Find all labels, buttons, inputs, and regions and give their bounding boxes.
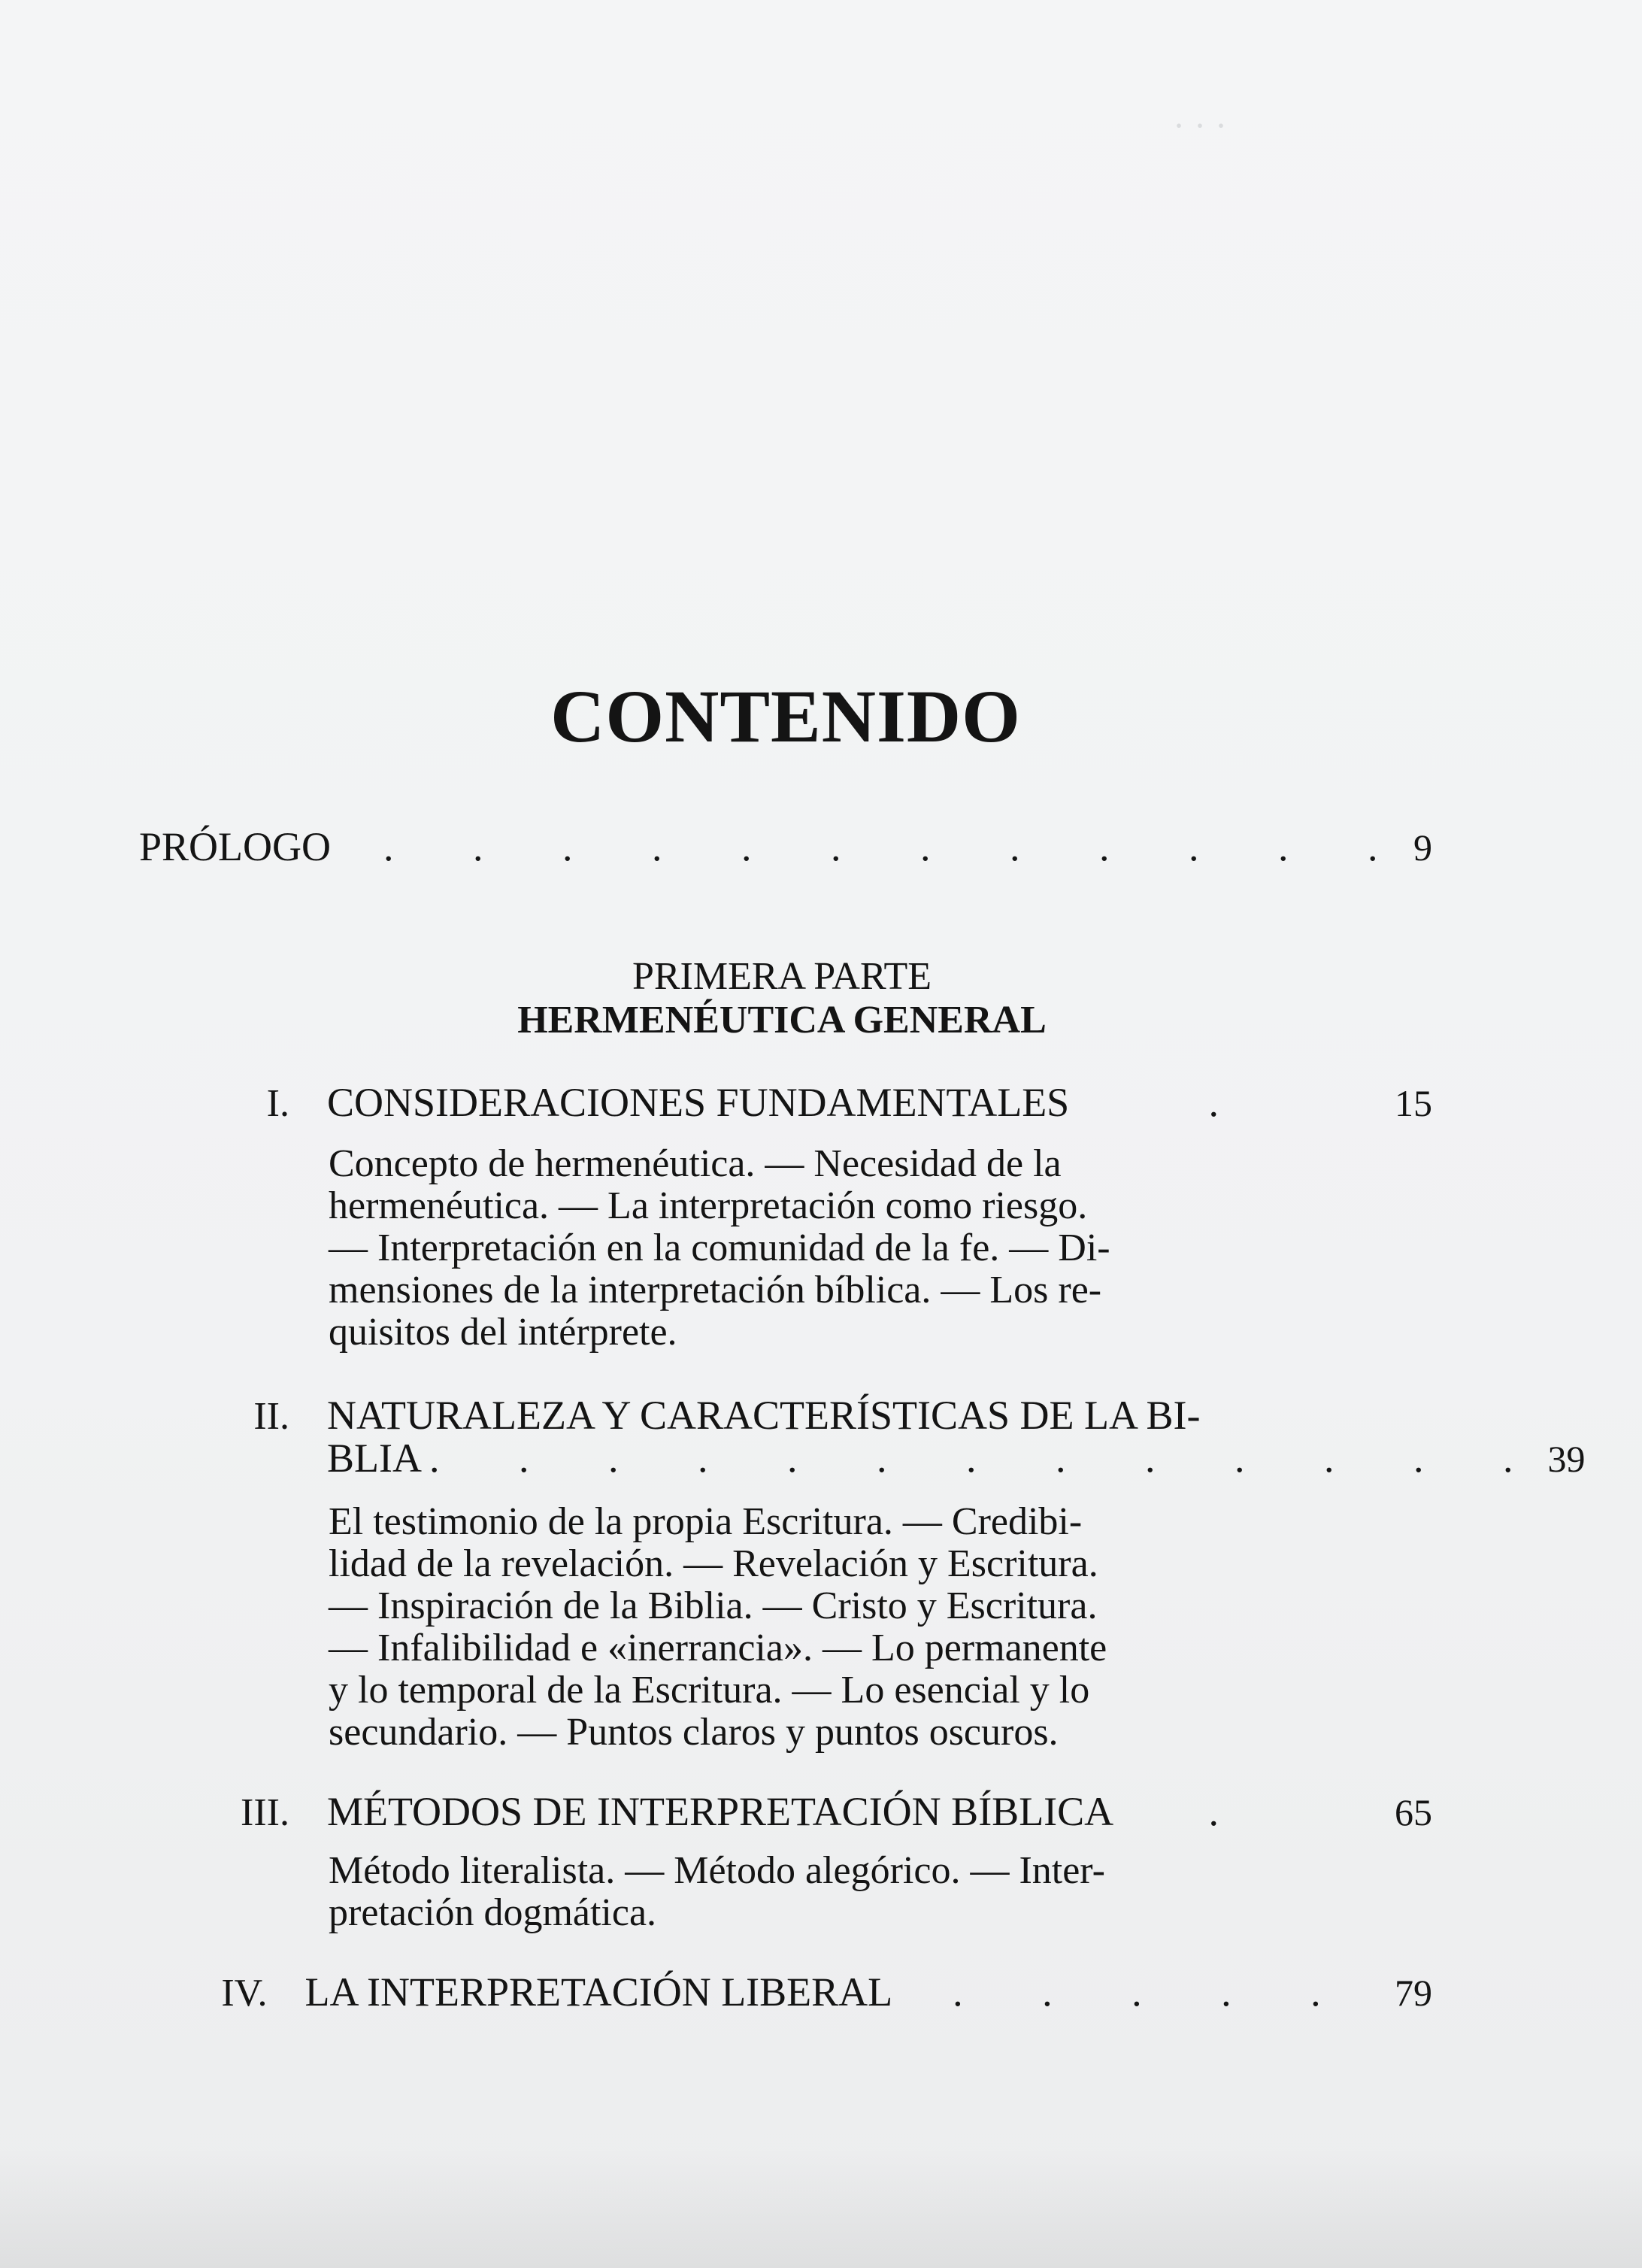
summary-line: hermenéutica. — La interpretación como riesgo. <box>329 1184 1088 1227</box>
page-number: 65 <box>1395 1791 1432 1833</box>
toc-entry-chapter-2-continued <box>327 1436 1586 1481</box>
summary-line: Concepto de hermenéutica. — Necesidad de la <box>329 1142 1062 1185</box>
chapter-numeral: IV. <box>221 1972 268 2015</box>
toc-entry-chapter-3 <box>139 1790 1432 1835</box>
chapter-title: CONSIDERACIONES FUNDAMENTALES <box>327 1080 1070 1125</box>
toc-entry-chapter-4 <box>139 1970 1432 2015</box>
chapter-numeral: I. <box>266 1082 289 1125</box>
summary-line: y lo temporal de la Escritura. — Lo esencial y lo <box>329 1669 1090 1712</box>
toc-entry-label: PRÓLOGO <box>139 824 332 869</box>
summary-line: Método literalista. — Método alegórico. — Inter- <box>329 1849 1105 1892</box>
leader-dots: . . . . . . . . . . . . . <box>429 1436 1548 1481</box>
summary-line: secundario. — Puntos claros y puntos oscuros. <box>329 1711 1059 1754</box>
chapter-numeral: III. <box>241 1791 289 1834</box>
chapter-2-summary <box>329 1501 1295 1754</box>
chapter-numeral: II. <box>253 1395 289 1438</box>
chapter-3-summary <box>329 1850 1295 1934</box>
chapter-title: LA INTERPRETACIÓN LIBERAL <box>304 1969 893 2015</box>
chapter-title-continued: BLIA <box>327 1436 422 1481</box>
summary-line: — Inspiración de la Biblia. — Cristo y Escritura. <box>329 1584 1098 1627</box>
show-through-text: · · · <box>1173 106 1227 146</box>
chapter-title: MÉTODOS DE INTERPRETACIÓN BÍBLICA <box>327 1789 1114 1834</box>
page-number: 79 <box>1395 1972 1432 2014</box>
part-name: HERMENÉUTICA GENERAL <box>517 999 1047 1042</box>
chapter-1-summary <box>329 1143 1295 1354</box>
part-number: PRIMERA PARTE <box>632 955 932 998</box>
page-title: CONTENIDO <box>550 675 1021 758</box>
summary-line: mensiones de la interpretación bíblica. — Los re- <box>329 1269 1102 1311</box>
chapter-title: NATURALEZA Y CARACTERÍSTICAS DE LA BI- <box>327 1393 1201 1438</box>
leader-dots: . . . . . . . . . . . . <box>383 824 1413 869</box>
page-number: 39 <box>1547 1438 1586 1480</box>
leader-dots: . <box>1208 1789 1259 1834</box>
summary-line: — Interpretación en la comunidad de la fe. — Di- <box>329 1226 1110 1269</box>
summary-line: quisitos del intérprete. <box>329 1311 677 1354</box>
toc-entry-chapter-1 <box>139 1081 1432 1126</box>
page-shadow <box>0 2148 1642 2268</box>
toc-entry-prologue <box>139 825 1432 869</box>
leader-dots: . <box>1208 1080 1259 1125</box>
summary-line: El testimonio de la propia Escritura. — Credibi- <box>329 1500 1083 1543</box>
page-number: 9 <box>1413 826 1432 869</box>
leader-dots: . . . . . <box>953 1969 1356 2015</box>
toc-entry-chapter-2 <box>139 1393 1432 1439</box>
page-number: 15 <box>1395 1082 1432 1124</box>
summary-line: — Infalibilidad e «inerrancia». — Lo permanente <box>329 1627 1107 1669</box>
summary-line: pretación dogmática. <box>329 1891 657 1934</box>
summary-line: lidad de la revelación. — Revelación y Escritura. <box>329 1542 1098 1585</box>
